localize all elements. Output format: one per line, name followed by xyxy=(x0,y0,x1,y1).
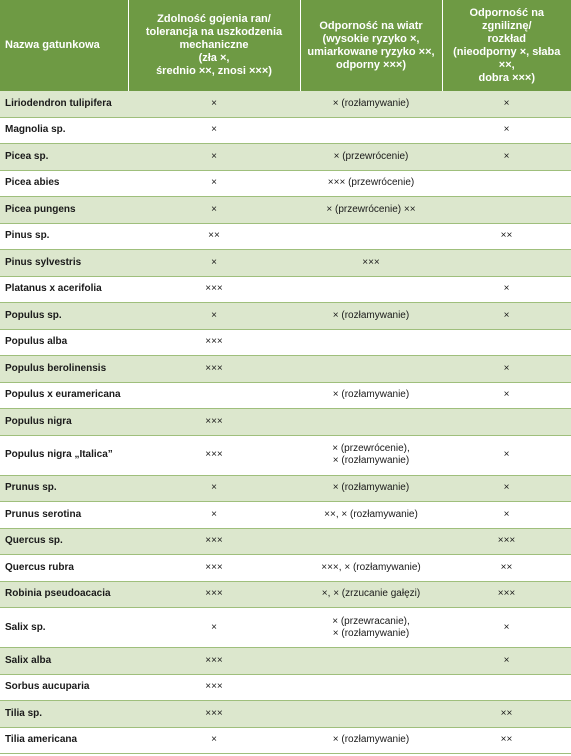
table-row xyxy=(0,223,571,250)
decay-resistance-cell: ×× xyxy=(442,701,571,728)
header-wound-tolerance: Zdolność gojenia ran/ tolerancja na uszkodzenia mechaniczne (zła ×, średnio ××, znosi ×××) xyxy=(128,0,300,91)
wind-resistance-cell xyxy=(300,276,442,303)
species-name-cell: Populus alba xyxy=(0,329,128,356)
wound-tolerance-cell xyxy=(128,382,300,409)
wind-resistance-cell: × (przewrócenie), × (rozłamywanie) xyxy=(300,435,442,475)
species-name-cell: Magnolia sp. xyxy=(0,117,128,144)
wound-tolerance-cell: × xyxy=(128,303,300,330)
table-row xyxy=(0,409,571,436)
decay-resistance-cell: × xyxy=(442,502,571,529)
species-name-cell: Picea sp. xyxy=(0,144,128,171)
wound-tolerance-cell: ××× xyxy=(128,528,300,555)
decay-resistance-cell: × xyxy=(442,356,571,383)
wind-resistance-cell xyxy=(300,674,442,701)
decay-resistance-cell: × xyxy=(442,144,571,171)
wind-resistance-cell xyxy=(300,117,442,144)
wound-tolerance-cell: × xyxy=(128,475,300,502)
species-name-cell: Salix sp. xyxy=(0,608,128,648)
wound-tolerance-cell: × xyxy=(128,197,300,224)
wound-tolerance-cell: ×× xyxy=(128,223,300,250)
decay-resistance-cell xyxy=(442,170,571,197)
decay-resistance-cell xyxy=(442,409,571,436)
table-row xyxy=(0,528,571,555)
table-row xyxy=(0,197,571,224)
wound-tolerance-cell: × xyxy=(128,727,300,754)
wind-resistance-cell: × (przewrócenie) xyxy=(300,144,442,171)
species-name-cell: Populus nigra „Italica” xyxy=(0,435,128,475)
wound-tolerance-cell: × xyxy=(128,502,300,529)
wind-resistance-cell: ××× xyxy=(300,250,442,277)
table-row xyxy=(0,303,571,330)
table-row xyxy=(0,555,571,582)
wound-tolerance-cell: × xyxy=(128,608,300,648)
table-row xyxy=(0,250,571,277)
wound-tolerance-cell: ××× xyxy=(128,581,300,608)
decay-resistance-cell: × xyxy=(442,648,571,675)
wound-tolerance-cell: ××× xyxy=(128,674,300,701)
wound-tolerance-cell: ××× xyxy=(128,356,300,383)
species-name-cell: Populus berolinensis xyxy=(0,356,128,383)
wind-resistance-cell xyxy=(300,223,442,250)
wind-resistance-cell xyxy=(300,356,442,383)
species-name-cell: Populus x euramericana xyxy=(0,382,128,409)
header-decay-resistance: Odporność na zgniliznę/ rozkład (nieodporny ×, słaba ××, dobra ×××) xyxy=(442,0,571,91)
table-row xyxy=(0,502,571,529)
table-row xyxy=(0,356,571,383)
table-row xyxy=(0,648,571,675)
species-name-cell: Robinia pseudoacacia xyxy=(0,581,128,608)
decay-resistance-cell: × xyxy=(442,608,571,648)
species-name-cell: Pinus sylvestris xyxy=(0,250,128,277)
decay-resistance-cell: ××× xyxy=(442,528,571,555)
species-name-cell: Prunus serotina xyxy=(0,502,128,529)
wound-tolerance-cell: ××× xyxy=(128,701,300,728)
species-name-cell: Prunus sp. xyxy=(0,475,128,502)
wound-tolerance-cell: ××× xyxy=(128,435,300,475)
decay-resistance-cell: ×× xyxy=(442,727,571,754)
decay-resistance-cell: × xyxy=(442,475,571,502)
decay-resistance-cell xyxy=(442,197,571,224)
species-name-cell: Platanus x acerifolia xyxy=(0,276,128,303)
species-name-cell: Liriodendron tulipifera xyxy=(0,91,128,117)
wound-tolerance-cell: ××× xyxy=(128,409,300,436)
species-name-cell: Tilia americana xyxy=(0,727,128,754)
decay-resistance-cell: × xyxy=(442,382,571,409)
table-row xyxy=(0,435,571,475)
decay-resistance-cell: ×× xyxy=(442,555,571,582)
wind-resistance-cell xyxy=(300,329,442,356)
wound-tolerance-cell: ××× xyxy=(128,648,300,675)
species-name-cell: Populus sp. xyxy=(0,303,128,330)
table-row xyxy=(0,117,571,144)
wind-resistance-cell: × (przewrócenie) ×× xyxy=(300,197,442,224)
wind-resistance-cell xyxy=(300,409,442,436)
species-name-cell: Tilia sp. xyxy=(0,701,128,728)
wind-resistance-cell xyxy=(300,701,442,728)
decay-resistance-cell: ×× xyxy=(442,223,571,250)
table-row xyxy=(0,91,571,117)
table-row xyxy=(0,608,571,648)
header-species-name: Nazwa gatunkowa xyxy=(0,0,128,91)
table-row xyxy=(0,144,571,171)
decay-resistance-cell: × xyxy=(442,303,571,330)
table-row xyxy=(0,329,571,356)
table-row xyxy=(0,581,571,608)
table-row xyxy=(0,674,571,701)
wind-resistance-cell: ×××, × (rozłamywanie) xyxy=(300,555,442,582)
species-name-cell: Salix alba xyxy=(0,648,128,675)
decay-resistance-cell: × xyxy=(442,91,571,117)
species-name-cell: Sorbus aucuparia xyxy=(0,674,128,701)
wind-resistance-cell: × (rozłamywanie) xyxy=(300,475,442,502)
wind-resistance-cell: ××, × (rozłamywanie) xyxy=(300,502,442,529)
decay-resistance-cell xyxy=(442,250,571,277)
wound-tolerance-cell: × xyxy=(128,144,300,171)
table-body xyxy=(0,91,571,754)
table-header xyxy=(0,0,571,91)
table-row xyxy=(0,701,571,728)
wound-tolerance-cell: ××× xyxy=(128,555,300,582)
wind-resistance-cell: × (rozłamywanie) xyxy=(300,382,442,409)
species-name-cell: Picea abies xyxy=(0,170,128,197)
table-row xyxy=(0,170,571,197)
table-row xyxy=(0,276,571,303)
wound-tolerance-cell: ××× xyxy=(128,329,300,356)
wind-resistance-cell: × (przewracanie), × (rozłamywanie) xyxy=(300,608,442,648)
wind-resistance-cell xyxy=(300,648,442,675)
species-name-cell: Picea pungens xyxy=(0,197,128,224)
species-name-cell: Quercus sp. xyxy=(0,528,128,555)
wound-tolerance-cell: × xyxy=(128,170,300,197)
wound-tolerance-cell: ××× xyxy=(128,276,300,303)
table-row xyxy=(0,475,571,502)
wind-resistance-cell: ×, × (zrzucanie gałęzi) xyxy=(300,581,442,608)
decay-resistance-cell: × xyxy=(442,117,571,144)
species-name-cell: Pinus sp. xyxy=(0,223,128,250)
wind-resistance-cell: × (rozłamywanie) xyxy=(300,303,442,330)
decay-resistance-cell: × xyxy=(442,435,571,475)
decay-resistance-cell: × xyxy=(442,276,571,303)
decay-resistance-cell xyxy=(442,329,571,356)
table-row xyxy=(0,727,571,754)
species-name-cell: Quercus rubra xyxy=(0,555,128,582)
wind-resistance-cell: × (rozłamywanie) xyxy=(300,727,442,754)
decay-resistance-cell: ××× xyxy=(442,581,571,608)
wind-resistance-cell: ××× (przewrócenie) xyxy=(300,170,442,197)
wound-tolerance-cell: × xyxy=(128,117,300,144)
table-row xyxy=(0,382,571,409)
wind-resistance-cell: × (rozłamywanie) xyxy=(300,91,442,117)
decay-resistance-cell xyxy=(442,674,571,701)
wind-resistance-cell xyxy=(300,528,442,555)
header-wind-resistance: Odporność na wiatr (wysokie ryzyko ×, umiarkowane ryzyko ××, odporny ×××) xyxy=(300,0,442,91)
wound-tolerance-cell: × xyxy=(128,250,300,277)
header-row xyxy=(0,0,571,91)
species-name-cell: Populus nigra xyxy=(0,409,128,436)
wound-tolerance-cell: × xyxy=(128,91,300,117)
